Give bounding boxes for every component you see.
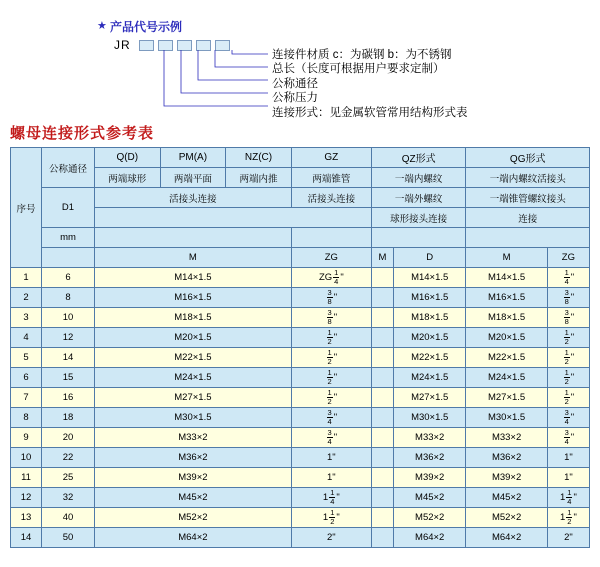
table-row [11, 508, 590, 528]
cell-qz-m [371, 288, 393, 308]
cell-thread-zg: $\frac{3}{4}$ " [291, 408, 371, 428]
header-unit-blank1 [95, 228, 292, 248]
nut-connection-table [10, 147, 590, 548]
cell-qz-m [371, 368, 393, 388]
header-dn-d1: D1 [42, 188, 95, 228]
cell-thread-m: M16×1.5 [95, 288, 292, 308]
table-row [11, 388, 590, 408]
header-group-nz: NZ(C) [226, 148, 292, 168]
header-unit-blank3 [371, 228, 466, 248]
cell-qg-m: M36×2 [466, 448, 547, 468]
header-dn: 公称通径 [42, 148, 95, 188]
table-row [11, 328, 590, 348]
cell-qz-m [371, 388, 393, 408]
cell-seq: 3 [11, 308, 42, 328]
cell-seq: 9 [11, 428, 42, 448]
cell-qz-m [371, 328, 393, 348]
header-ball-joint: 球形接头连接 [371, 208, 466, 228]
cell-qz-d: M18×1.5 [393, 308, 465, 328]
header-activejoint: 活接头连接 [95, 188, 292, 208]
cell-thread-m: M45×2 [95, 488, 292, 508]
cell-thread-zg: 1 $\frac{1}{4}$ " [291, 488, 371, 508]
table-header [11, 148, 590, 268]
cell-qg-zg: $\frac{1}{2}$ " [547, 328, 589, 348]
cell-dn: 16 [42, 388, 95, 408]
cell-dn: 20 [42, 428, 95, 448]
cell-qg-zg: 1 $\frac{1}{2}$ " [547, 508, 589, 528]
cell-seq: 14 [11, 528, 42, 548]
table-row [11, 368, 590, 388]
header-group-qg: QG形式 [466, 148, 590, 168]
cell-qg-m: M14×1.5 [466, 268, 547, 288]
cell-qz-m [371, 408, 393, 428]
cell-qg-m: M20×1.5 [466, 328, 547, 348]
table-row [11, 408, 590, 428]
cell-qz-d: M45×2 [393, 488, 465, 508]
cell-seq: 4 [11, 328, 42, 348]
cell-qg-m: M64×2 [466, 528, 547, 548]
page-title: 螺母连接形式参考表 [10, 125, 155, 142]
header-unit-blank4 [466, 228, 590, 248]
cell-thread-zg: $\frac{3}{4}$ " [291, 428, 371, 448]
header-qz-d: D [393, 248, 465, 268]
legend-notes [272, 48, 468, 120]
cell-qg-m: M18×1.5 [466, 308, 547, 328]
header-pm-desc: 两端平面 [160, 168, 226, 188]
cell-qz-m [371, 468, 393, 488]
cell-dn: 6 [42, 268, 95, 288]
cell-seq: 10 [11, 448, 42, 468]
cell-qg-zg: $\frac{1}{2}$ " [547, 348, 589, 368]
cell-qz-m [371, 528, 393, 548]
table-row [11, 488, 590, 508]
legend-note-pn: 公称压力 [272, 92, 318, 105]
cell-thread-zg: $\frac{1}{2}$ " [291, 368, 371, 388]
cell-qz-m [371, 488, 393, 508]
cell-qg-m: M30×1.5 [466, 408, 547, 428]
cell-dn: 18 [42, 408, 95, 428]
header-group-qd: Q(D) [95, 148, 161, 168]
header-blank-span [95, 208, 372, 228]
cell-qg-zg: $\frac{3}{8}$ " [547, 308, 589, 328]
cell-qz-d: M64×2 [393, 528, 465, 548]
star-icon: ★ [97, 20, 107, 32]
table-row [11, 268, 590, 288]
cell-qz-d: M16×1.5 [393, 288, 465, 308]
cell-qz-d: M20×1.5 [393, 328, 465, 348]
header-qz-desc: 一端内螺纹 [371, 168, 466, 188]
cell-thread-zg: 2" [291, 528, 371, 548]
cell-dn: 12 [42, 328, 95, 348]
cell-qg-m: M45×2 [466, 488, 547, 508]
table-row [11, 448, 590, 468]
cell-qg-zg: 1" [547, 468, 589, 488]
cell-seq: 1 [11, 268, 42, 288]
header-group-qz: QZ形式 [371, 148, 466, 168]
cell-thread-m: M39×2 [95, 468, 292, 488]
header-qz-desc2: 一端外螺纹 [371, 188, 466, 208]
cell-dn: 10 [42, 308, 95, 328]
cell-seq: 2 [11, 288, 42, 308]
cell-seq: 13 [11, 508, 42, 528]
header-row-6 [11, 248, 590, 268]
cell-thread-zg: $\frac{1}{2}$ " [291, 348, 371, 368]
legend-note-connection: 连接形式：见金属软管常用结构形式表 [272, 106, 468, 119]
cell-qz-d: M24×1.5 [393, 368, 465, 388]
legend-note-length: 总长（长度可根据用户要求定制） [272, 63, 445, 76]
cell-thread-zg: $\frac{3}{8}$ " [291, 288, 371, 308]
cell-qg-m: M22×1.5 [466, 348, 547, 368]
cell-dn: 25 [42, 468, 95, 488]
header-qg-zg: ZG [547, 248, 589, 268]
header-group-pm: PM(A) [160, 148, 226, 168]
header-seq: 序号 [11, 148, 42, 268]
cell-qg-m: M24×1.5 [466, 368, 547, 388]
table-row [11, 428, 590, 448]
cell-qg-zg: $\frac{3}{8}$ " [547, 288, 589, 308]
cell-seq: 11 [11, 468, 42, 488]
legend-prefix: JR [114, 38, 131, 52]
cell-seq: 6 [11, 368, 42, 388]
cell-qz-m [371, 508, 393, 528]
header-group-gz: GZ [291, 148, 371, 168]
header-row-1 [11, 148, 590, 168]
cell-dn: 32 [42, 488, 95, 508]
cell-thread-m: M64×2 [95, 528, 292, 548]
table-row [11, 468, 590, 488]
table-row [11, 308, 590, 328]
cell-thread-zg: 1 $\frac{1}{2}$ " [291, 508, 371, 528]
cell-thread-zg: $\frac{1}{2}$ " [291, 388, 371, 408]
header-qd-desc: 两端球形 [95, 168, 161, 188]
cell-dn: 50 [42, 528, 95, 548]
cell-qz-d: M33×2 [393, 428, 465, 448]
header-gz-desc: 两端锥管 [291, 168, 371, 188]
cell-thread-m: M27×1.5 [95, 388, 292, 408]
cell-thread-m: M18×1.5 [95, 308, 292, 328]
cell-dn: 15 [42, 368, 95, 388]
cell-qz-m [371, 348, 393, 368]
cell-dn: 8 [42, 288, 95, 308]
cell-thread-m: M22×1.5 [95, 348, 292, 368]
cell-qg-m: M33×2 [466, 428, 547, 448]
table-row [11, 288, 590, 308]
product-code-legend [0, 0, 600, 120]
cell-qg-zg: $\frac{3}{4}$ " [547, 408, 589, 428]
cell-qz-d: M22×1.5 [393, 348, 465, 368]
header-gz-activejoint: 活接头连接 [291, 188, 371, 208]
cell-qz-m [371, 308, 393, 328]
header-qg-desc: 一端内螺纹活接头 [466, 168, 590, 188]
cell-qg-zg: 2" [547, 528, 589, 548]
cell-seq: 8 [11, 408, 42, 428]
cell-qz-d: M52×2 [393, 508, 465, 528]
header-qg-m: M [466, 248, 547, 268]
cell-thread-m: M36×2 [95, 448, 292, 468]
cell-thread-m: M20×1.5 [95, 328, 292, 348]
cell-qg-m: M16×1.5 [466, 288, 547, 308]
cell-thread-zg: ZG $\frac{1}{4}$ " [291, 268, 371, 288]
cell-thread-m: M24×1.5 [95, 368, 292, 388]
cell-qz-d: M30×1.5 [393, 408, 465, 428]
table-row [11, 348, 590, 368]
cell-qg-zg: 1" [547, 448, 589, 468]
cell-thread-zg: 1" [291, 468, 371, 488]
header-qg-desc2: 一端锥管螺纹接头 [466, 188, 590, 208]
cell-qz-d: M14×1.5 [393, 268, 465, 288]
cell-qg-zg: 1 $\frac{1}{4}$ " [547, 488, 589, 508]
cell-qg-m: M27×1.5 [466, 388, 547, 408]
cell-qg-zg: $\frac{1}{2}$ " [547, 388, 589, 408]
header-unit-mm: mm [42, 228, 95, 248]
cell-qz-d: M39×2 [393, 468, 465, 488]
cell-qz-m [371, 448, 393, 468]
cell-qg-zg: $\frac{1}{4}$ " [547, 268, 589, 288]
cell-seq: 5 [11, 348, 42, 368]
cell-qz-m [371, 428, 393, 448]
cell-qg-m: M39×2 [466, 468, 547, 488]
cell-seq: 7 [11, 388, 42, 408]
header-unit-blank2 [291, 228, 371, 248]
cell-thread-zg: $\frac{3}{8}$ " [291, 308, 371, 328]
cell-thread-m: M52×2 [95, 508, 292, 528]
header-row-5 [11, 228, 590, 248]
legend-note-dn: 公称通径 [272, 77, 318, 90]
cell-thread-m: M33×2 [95, 428, 292, 448]
header-thread-zg: ZG [291, 248, 371, 268]
cell-qz-d: M36×2 [393, 448, 465, 468]
header-row-3 [11, 188, 590, 208]
cell-dn: 22 [42, 448, 95, 468]
header-nz-desc: 两端内推 [226, 168, 292, 188]
header-row-2 [11, 168, 590, 188]
legend-title: 产品代号示例 [110, 20, 183, 34]
header-row-4 [11, 208, 590, 228]
cell-thread-m: M14×1.5 [95, 268, 292, 288]
cell-dn: 40 [42, 508, 95, 528]
header-dn-blank [42, 248, 95, 268]
cell-thread-zg: $\frac{1}{2}$ " [291, 328, 371, 348]
legend-note-material: 连接件材质 c：为碳钢 b：为不锈钢 [272, 49, 452, 61]
cell-thread-zg: 1" [291, 448, 371, 468]
cell-qg-m: M52×2 [466, 508, 547, 528]
header-thread-m: M [95, 248, 292, 268]
table-body [11, 268, 590, 548]
cell-qz-m [371, 268, 393, 288]
header-qz-m: M [371, 248, 393, 268]
header-connection: 连接 [466, 208, 590, 228]
cell-qg-zg: $\frac{3}{4}$ " [547, 428, 589, 448]
cell-dn: 14 [42, 348, 95, 368]
cell-qg-zg: $\frac{1}{2}$ " [547, 368, 589, 388]
table-row [11, 528, 590, 548]
cell-qz-d: M27×1.5 [393, 388, 465, 408]
cell-seq: 12 [11, 488, 42, 508]
cell-thread-m: M30×1.5 [95, 408, 292, 428]
